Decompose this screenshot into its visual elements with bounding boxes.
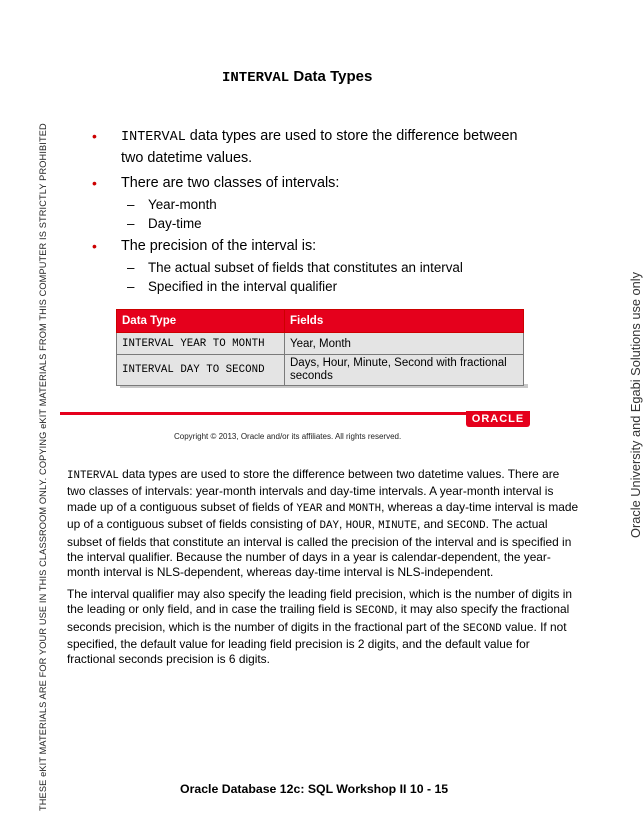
bullet-dot: • [92,128,97,144]
bullet-item [92,236,532,256]
sub-dash: – [127,216,135,231]
notes-code: MONTH [348,502,382,515]
bullet-dot: • [92,175,97,191]
notes-text: , whereas a day-time interval is made up of a contiguous subset of fields consisting of [67,499,579,532]
copyright-text: Copyright © 2013, Oracle and/or its affiliates. All rights reserved. [174,432,402,441]
notes-text: . The actual subset of fields that constitute an interval is called the precision of the interval and is specified in the interval qualifier. Because the number of days in a year is calendar-dependent, the year-month interval is NLS-dependent, whereas day-time interval is NLS-independent. [67,517,572,580]
notes-paragraph [67,587,579,668]
sub-item [92,195,532,214]
sub-dash: – [127,197,135,212]
bullet-text: The precision of the interval is: [121,238,317,254]
notes-text: , it may also specify the fractional seconds precision, which is the number of digits in the fractional part of the [67,602,570,634]
oracle-logo: ORACLE [466,411,530,427]
right-watermark: Oracle University and Egabi Solutions use only [628,271,643,538]
notes-text: The interval qualifier may also specify the leading field precision, which is the number of digits in the leading or only field, and in case the trailing field is [67,586,572,617]
sub-text: The actual subset of fields that constitutes an interval [148,260,463,275]
notes-code: SECOND [462,622,502,635]
notes-text: , [371,517,379,532]
page-footer: Oracle Database 12c: SQL Workshop II 10 - 15 [180,782,449,796]
table-row [117,355,524,386]
bullet-code: INTERVAL [121,130,186,145]
bullet-dot: • [92,238,97,254]
sub-dash: – [127,260,135,275]
table-cell: Days, Hour, Minute, Second with fractional seconds [285,355,524,386]
notes-text: and [322,499,349,514]
slide-title [222,68,462,86]
notes-text: , and [417,517,447,532]
notes-code: HOUR [345,520,372,533]
title-text: Data Types [289,68,373,85]
sub-text: Specified in the interval qualifier [148,279,338,294]
table-row [117,333,524,355]
sub-dash: – [127,279,135,294]
slide-footer-bar [60,412,529,415]
sub-text: Day-time [148,216,202,231]
notes-code: SECOND [446,520,486,533]
sub-item [92,258,532,277]
datatype-table [116,309,524,386]
sub-item [92,214,532,233]
table-cell: INTERVAL DAY TO SECOND [117,355,285,386]
sub-item [92,277,532,296]
table-cell: Year, Month [285,333,524,355]
bullet-item [92,126,532,168]
table-header: Fields [285,310,524,333]
notes-code: SECOND [355,605,395,618]
notes-paragraph [67,467,579,581]
bullet-text: There are two classes of intervals: [121,175,340,191]
title-code: INTERVAL [222,70,290,86]
bullet-item [92,173,532,193]
notes-code: INTERVAL [67,470,119,482]
table-cell: INTERVAL YEAR TO MONTH [117,333,285,355]
notes-text: , [338,517,346,532]
bullet-list [92,126,532,296]
notes-text: data types are used to store the difference between two datetime values. There are two classes of intervals: year-month intervals and day-time intervals. A year-month interval is made up of a contiguous subset of fields of [67,467,560,514]
notes-code: YEAR [296,502,323,515]
bullet-text: data types are used to store the difference between two datetime values. [121,128,518,166]
notes-code: MINUTE [378,520,417,533]
left-watermark: THESE eKIT MATERIALS ARE FOR YOUR USE IN THIS CLASSROOM ONLY. COPYING eKIT MATERIALS FROM THIS COMPUTER IS STRICTLY PROHIBITED [38,123,48,811]
notes-text: value. If not specified, the default value for leading field precision is 2 digits, and the default value for fractional seconds precision is 6 digits. [67,619,567,667]
sub-text: Year-month [148,197,217,212]
table-header: Data Type [117,310,285,333]
notes-section [67,467,579,674]
notes-code: DAY [319,520,339,533]
